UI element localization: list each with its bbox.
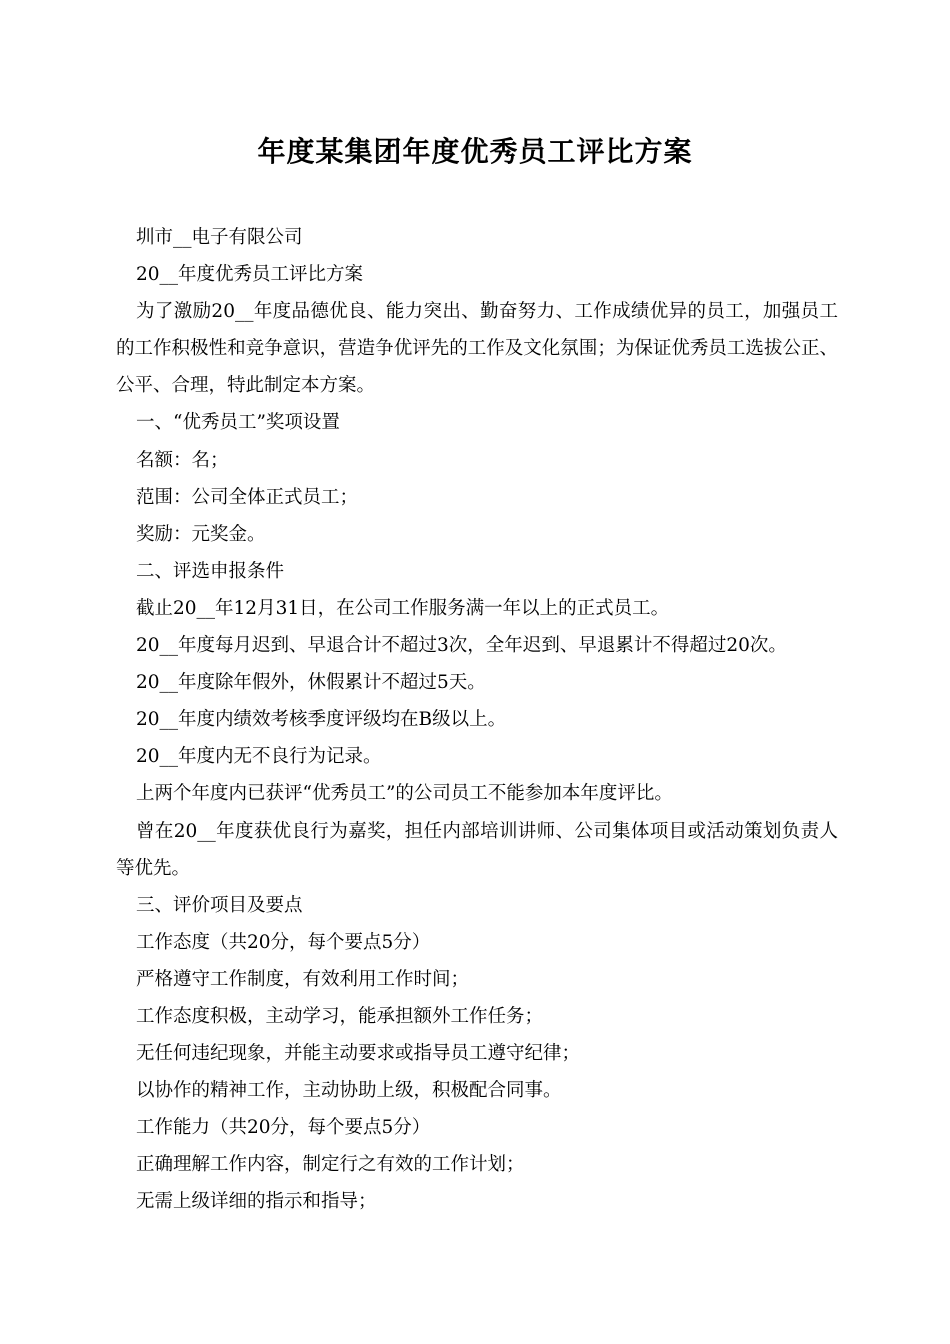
- paragraph-attitude-1: 严格遵守工作制度，有效利用工作时间；: [136, 968, 470, 990]
- section-heading-evaluation: 三、评价项目及要点: [136, 894, 303, 916]
- paragraph-ability-1: 正确理解工作内容，制定行之有效的工作计划；: [136, 1154, 525, 1176]
- paragraph-attitude-heading: 工作态度（共20分，每个要点5分）: [136, 931, 431, 953]
- paragraph-ability-heading: 工作能力（共20分，每个要点5分）: [136, 1117, 431, 1139]
- paragraph-intro: 为了激励20__年度品德优良、能力突出、勤奋努力、工作成绩优异的员工，加强员工的工作积极性和竞争意识，营造争优评先的工作及文化氛围；为保证优秀员工选拔公正、公平、合理，特此制定本方案。: [116, 301, 838, 397]
- paragraph-condition-4: 20__年度内绩效考核季度评级均在B级以上。: [136, 709, 507, 731]
- section-heading-awards: 一、“优秀员工”奖项设置: [136, 412, 340, 434]
- section-heading-conditions: 二、评选申报条件: [136, 560, 285, 582]
- paragraph-attitude-3: 无任何违纪现象，并能主动要求或指导员工遵守纪律；: [136, 1043, 581, 1065]
- paragraph-condition-6: 上两个年度内已获评“优秀员工”的公司员工不能参加本年度评比。: [136, 783, 673, 805]
- paragraph-condition-2: 20__年度每月迟到、早退合计不超过3次，全年迟到、早退累计不得超过20次。: [136, 635, 787, 657]
- document-body: [116, 219, 838, 1221]
- paragraph-attitude-4: 以协作的精神工作，主动协助上级，积极配合同事。: [136, 1080, 562, 1102]
- paragraph-condition-3: 20__年度除年假外，休假累计不超过5天。: [136, 672, 486, 694]
- paragraph-reward: 奖励：元奖金。: [136, 523, 266, 545]
- paragraph-quota: 名额：名；: [136, 449, 229, 471]
- paragraph-ability-2: 无需上级详细的指示和指导；: [136, 1191, 377, 1213]
- paragraph-condition-7: 曾在20__年度获优良行为嘉奖，担任内部培训讲师、公司集体项目或活动策划负责人等优先。: [116, 820, 838, 879]
- paragraph-scope: 范围：公司全体正式员工；: [136, 486, 359, 508]
- paragraph-condition-1: 截止20__年12月31日，在公司工作服务满一年以上的正式员工。: [136, 597, 670, 619]
- document-title: 年度某集团年度优秀员工评比方案: [257, 135, 693, 168]
- paragraph-company: 圳市__电子有限公司: [136, 227, 303, 248]
- paragraph-attitude-2: 工作态度积极，主动学习，能承担额外工作任务；: [136, 1005, 544, 1027]
- paragraph-plan-name: 20__年度优秀员工评比方案: [136, 264, 364, 286]
- paragraph-condition-5: 20__年度内无不良行为记录。: [136, 746, 382, 768]
